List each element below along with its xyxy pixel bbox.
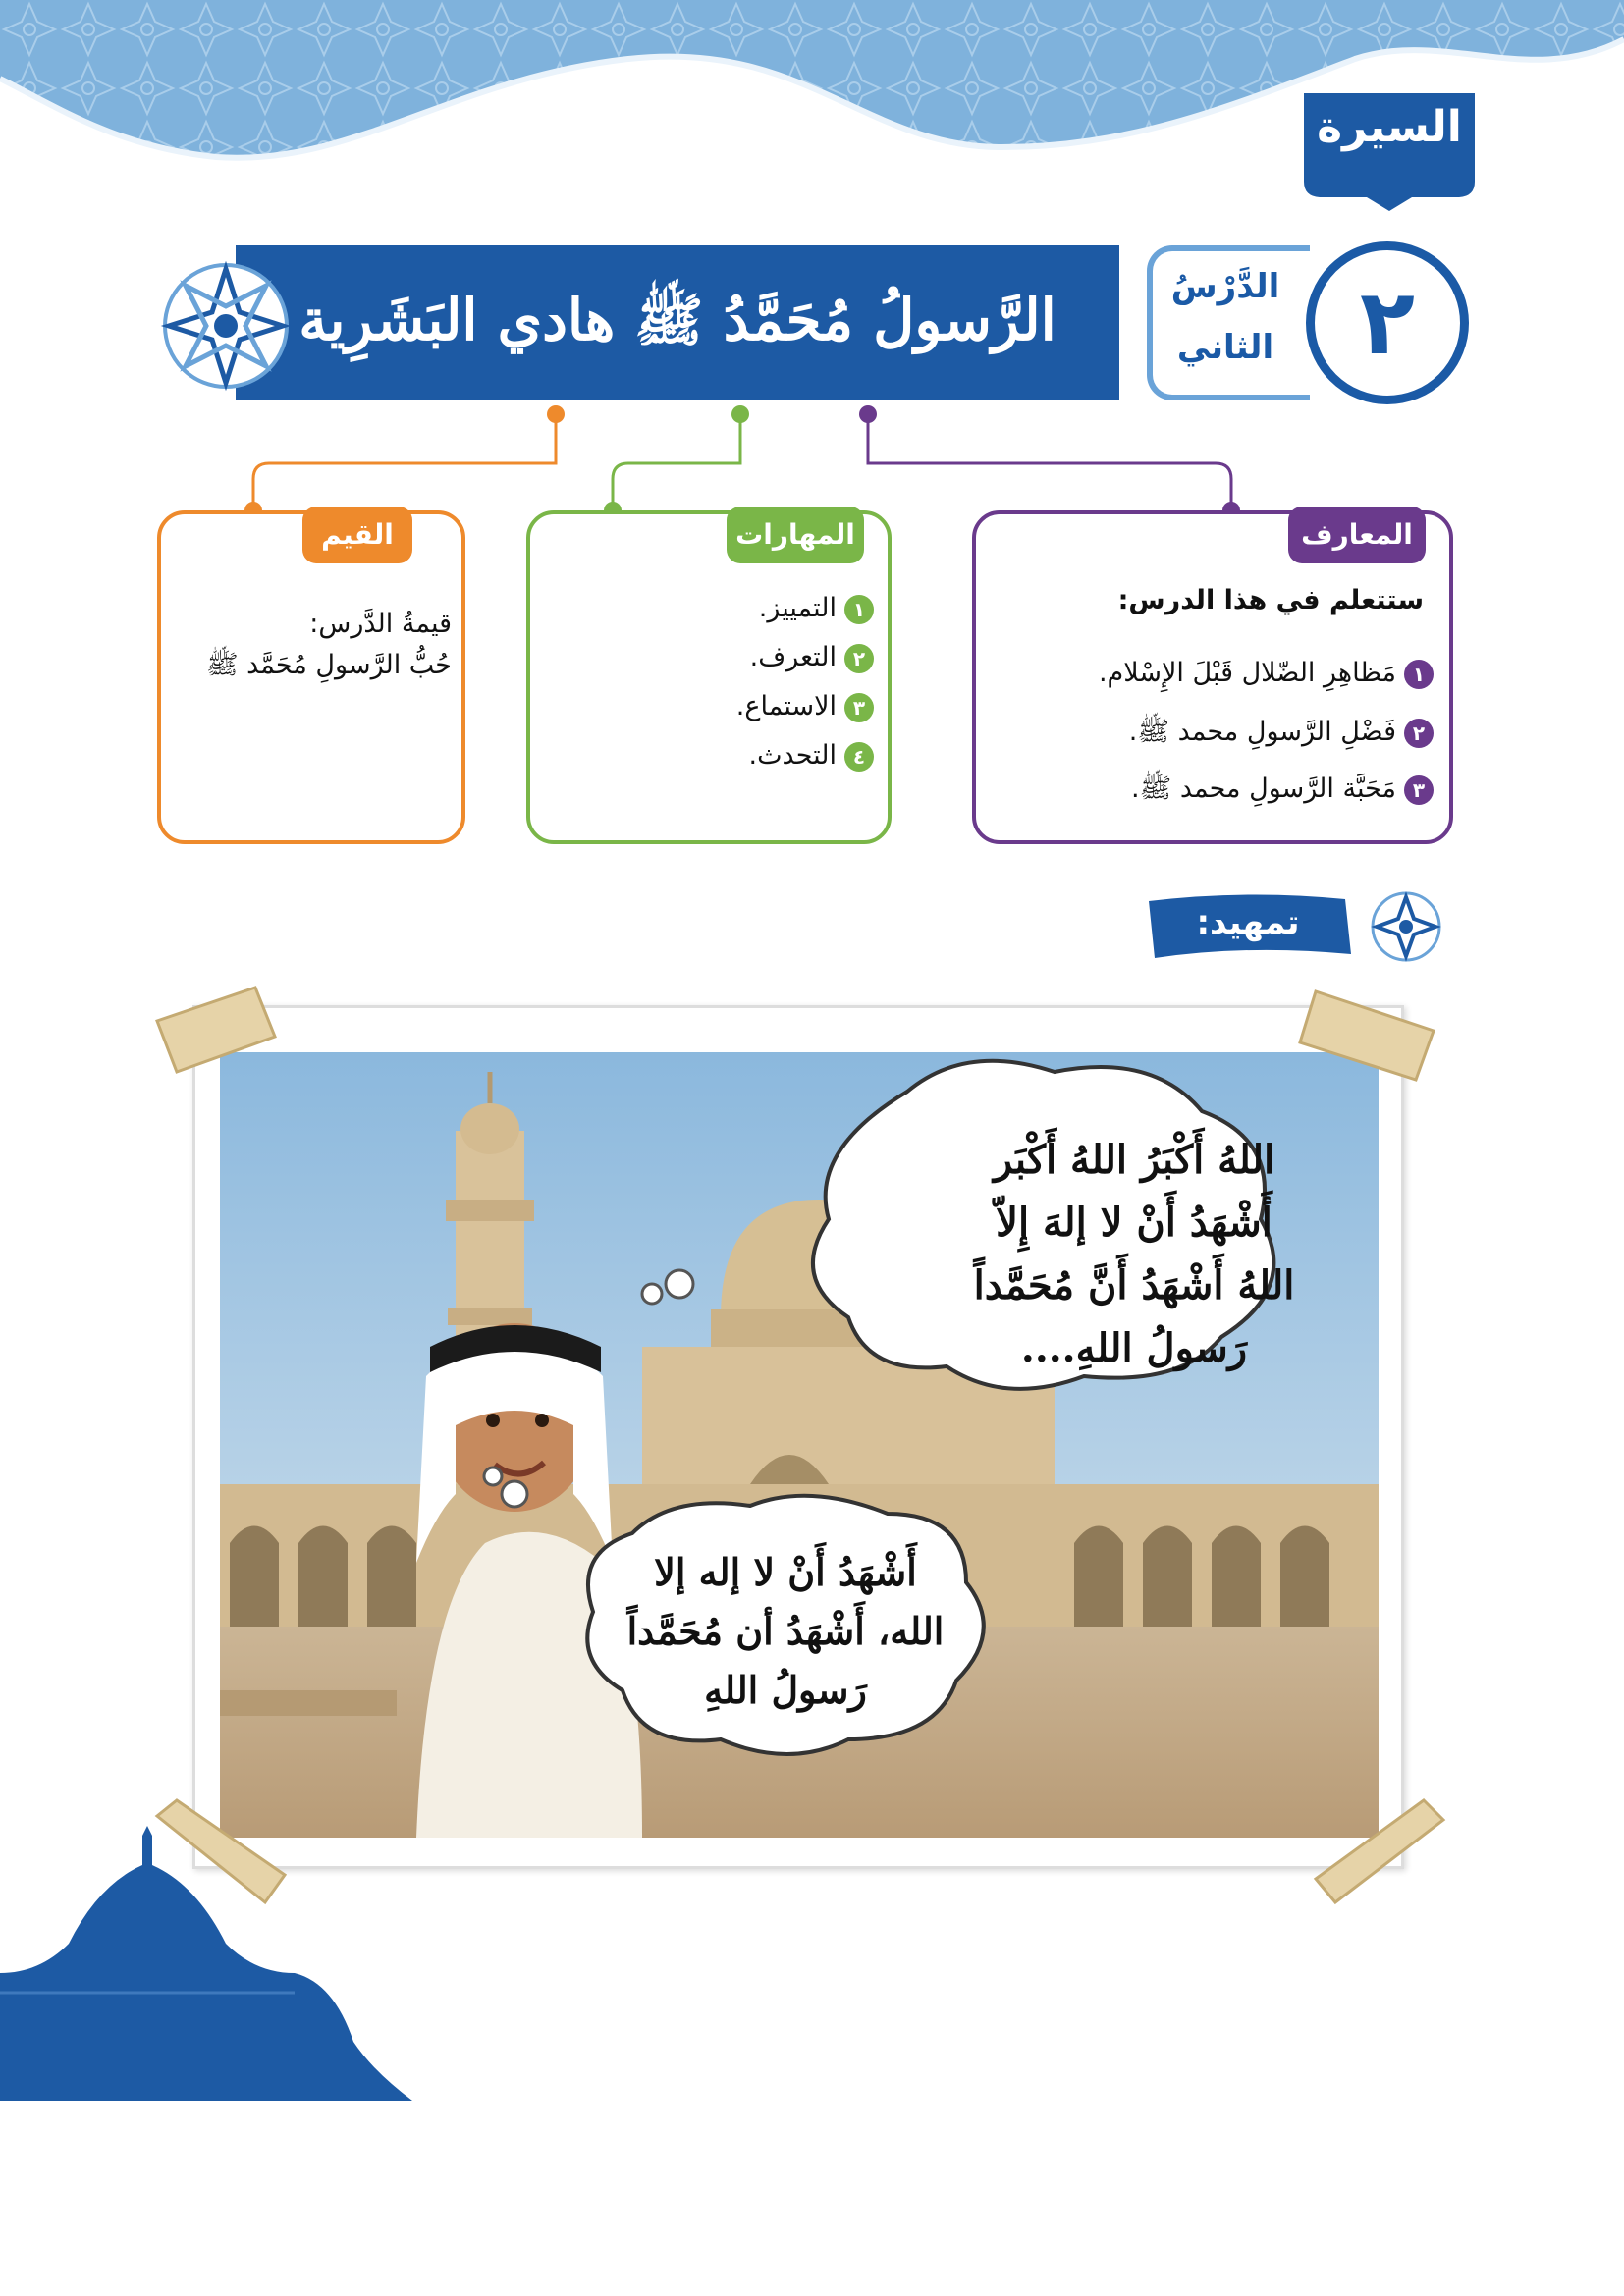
knowledge-item — [982, 658, 1434, 689]
tape-corner-icon — [1296, 982, 1443, 1099]
skills-item — [550, 691, 874, 722]
tape-corner-icon — [1306, 1796, 1453, 1914]
lesson-number: ٢ — [1359, 270, 1416, 375]
knowledge-item-number: ٢ — [1404, 719, 1434, 748]
values-line: قيمةُ الدَّرس: — [309, 609, 452, 639]
skills-item-number: ٢ — [844, 644, 874, 673]
bubble-line: الله، أَشْهَدُ أن مُحَمَّداً — [626, 1609, 945, 1653]
lesson-label-word1: الدَّرْسُ — [1170, 267, 1280, 306]
rosette-ornament-icon — [157, 257, 295, 395]
bubble-line: اللهُ أَكْبَرُ اللهُ أَكْبَر — [993, 1137, 1275, 1183]
skills-item — [550, 593, 874, 624]
bubble-line: أَشْهَدُ أَنْ لا إله إلا — [654, 1550, 917, 1594]
skills-item-number: ٣ — [844, 693, 874, 722]
knowledge-item-number: ٣ — [1404, 775, 1434, 805]
tape-corner-icon — [147, 982, 285, 1090]
knowledge-tag: المعارف — [1288, 507, 1426, 563]
page-number: ٦١ — [138, 2140, 176, 2179]
lesson-label-word2: الثاني — [1176, 328, 1274, 367]
skills-item-text: التحدث. — [748, 740, 837, 771]
skills-item — [550, 642, 874, 673]
values-line: حُبُّ الرَّسولِ مُحَمَّد ﷺ — [205, 650, 452, 680]
footer-mosque-silhouette — [0, 1826, 412, 2101]
skills-item — [550, 740, 874, 772]
category-label: السيرة — [1317, 102, 1462, 152]
bubble-line: رَسولُ اللهِ.... — [1020, 1325, 1248, 1371]
bottom-speech-bubble-text — [609, 1543, 962, 1749]
lesson-title: الرَّسولُ مُحَمَّدُ ﷺ هادي البَشَرِية — [298, 287, 1056, 353]
skills-item-text: الاستماع. — [735, 691, 837, 721]
bubble-line: اللهُ أَشْهَدُ أَنَّ مُحَمَّداً — [973, 1262, 1295, 1308]
knowledge-item — [982, 715, 1434, 754]
skills-item-text: التمييز. — [758, 593, 837, 623]
skills-item-number: ١ — [844, 595, 874, 624]
intro-label: تمهيد: — [1196, 903, 1300, 942]
knowledge-item-text: مَظاهِرِ الضّلال قَبْلَ الإِسْلام. — [1098, 658, 1396, 688]
knowledge-item — [982, 772, 1434, 811]
knowledge-item-number: ١ — [1404, 660, 1434, 689]
skills-tag: المهارات — [727, 507, 864, 563]
bubble-line: أَشْهَدُ أَنْ لا إلهَ إِلاّ — [996, 1200, 1272, 1246]
knowledge-intro: ستتعلم في هذا الدرس: — [1117, 585, 1424, 615]
skills-item-text: التعرف. — [749, 642, 837, 672]
knowledge-item-text: مَحَبَّة الرَّسولِ محمد ﷺ. — [1131, 774, 1396, 804]
bubble-line: رَسولُ اللهِ — [704, 1668, 867, 1712]
knowledge-item-text: فَضْلِ الرَّسولِ محمد ﷺ. — [1128, 717, 1396, 747]
top-speech-bubble-text — [943, 1129, 1326, 1394]
values-tag: القيم — [302, 507, 412, 563]
skills-item-number: ٤ — [844, 742, 874, 772]
